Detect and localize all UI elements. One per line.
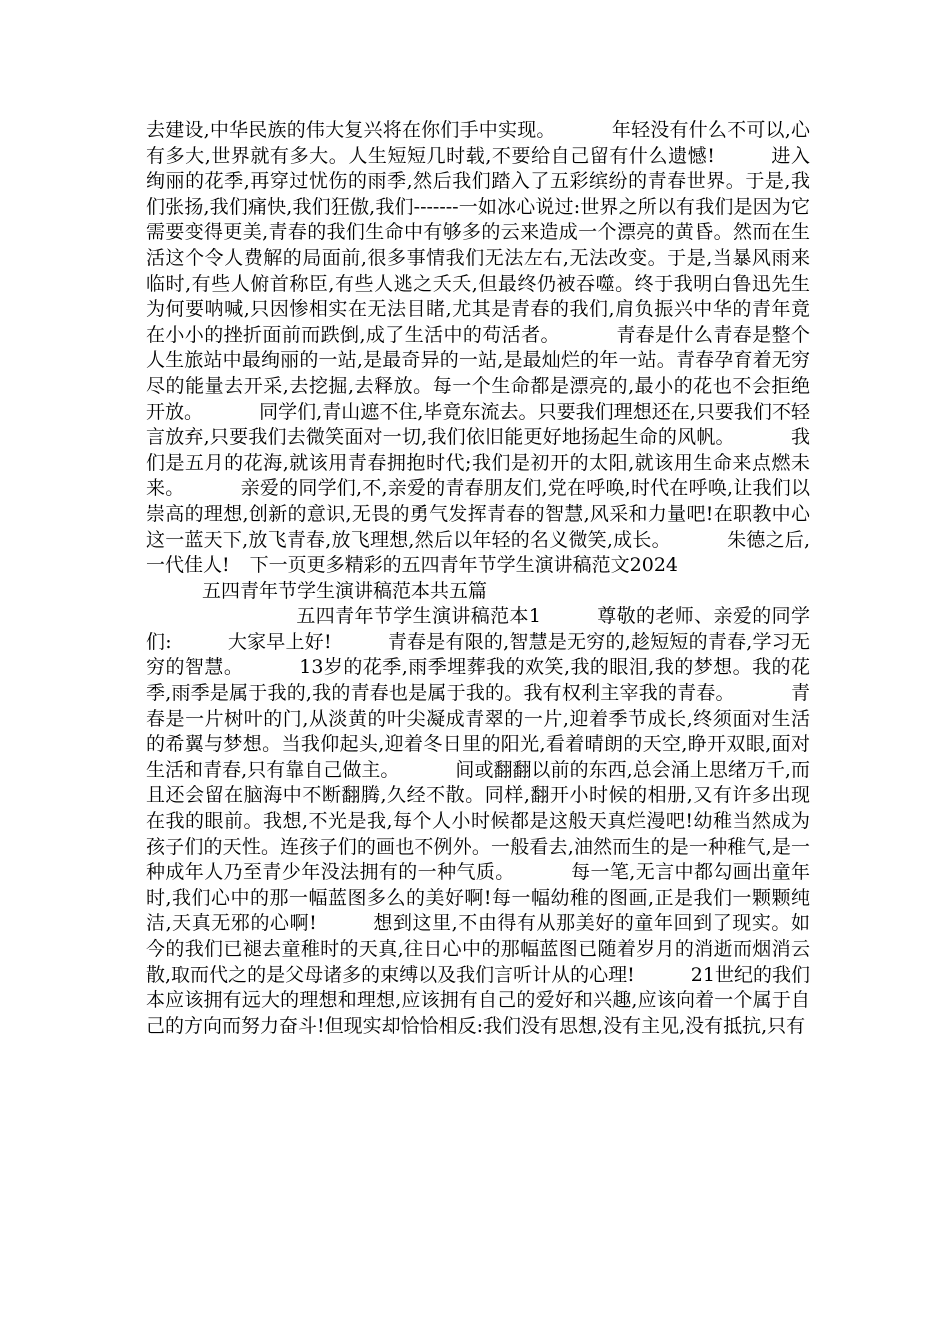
text-segment: 我们是五月的花海,就该用青春拥抱时代;我们是初开的太阳,就该用生命来点燃未来。 [146,426,810,500]
text-segment: 大家早上好! [227,630,332,653]
text-segment: 同学们,青山遮不住,毕竟东流去。只要我们理想还在,只要我们不轻言放弃,只要我们去微笑面对一切,我们依旧能更好地扬起生命的风帆。 [146,400,810,449]
text-segment: 每一笔,无言中都勾画出童年时,我们心中的那一幅蓝图多么的美好啊!每一幅幼稚的图画,正是我们一颗颗纯洁,天真无邪的心啊! [146,861,810,935]
text-segment: 13岁的花季,雨季埋葬我的欢笑,我的眼泪,我的梦想。我的花季,雨季是属于我的,我的青春也是属于我的。我有权利主宰我的青春。 [146,656,810,705]
text-segment: 尊敬的老师、亲爱的同学们: [146,605,810,653]
text-segment: 年轻没有什么不可以,心有多大,世界就有多大。人生短短几时载,不要给自己留有什么遗憾! [146,119,810,167]
text-segment: 五四青年节学生演讲稿范本1 [296,605,541,628]
paragraph-speech-sample-1 [146,604,810,1039]
document-page [146,118,810,1039]
text-segment: 朱德之后,一代佳人! [146,528,810,577]
text-segment: 去建设,中华民族的伟大复兴将在你们手中实现。 [146,119,556,141]
text-segment: 想到这里,不由得有从那美好的童年回到了现实。如今的我们已褪去童稚时的天真,往日心中的那幅蓝图已随着岁月的消逝而烟消云散,取而代之的是父母诸多的束缚以及我们言听计从的心理! [146,912,810,986]
text-segment: 亲爱的同学们,不,亲爱的青春朋友们,党在呼唤,时代在呼唤,让我们以崇高的理想,创新的意识,无畏的勇气发挥青春的智慧,风采和力量吧!在职教中心这一蓝天下,放飞青春,放飞理想,然后以年轻的名义微笑,成长。 [146,477,810,551]
text-segment: 进入绚丽的花季,再穿过忧伤的雨季,然后我们踏入了五彩缤纷的青春世界。于是,我们张扬,我们痛快,我们狂傲,我们-------一如冰心说过:世界之所以有我们是因为它需要变得更美,青春的我们生命中有够多的云来造成一个漂亮的黄昏。然而在生活这个令人费解的局面前,很多事情我们无法左右,无法改变。于是,当暴风雨来临时,有些人俯首称臣,有些人逃之夭夭,但最终仍被吞噬。终于我明白鲁迅先生为何要呐喊,只因惨相实在无法目睹,尤其是青春的我们,肩负振兴中华的青年竟在小小的挫折面前而跌倒,成了生活中的苟活者。 [146,144,810,346]
text-segment: 间或翻翻以前的东西,总会涌上思绪万千,而且还会留在脑海中不断翻腾,久经不散。同样,翻开小时候的相册,又有许多出现在我的眼前。我想,不光是我,每个人小时候都是这般天真烂漫吧!幼稚当然成为孩子们的天性。连孩子们的画也不例外。一般看去,油然而生的是一种稚气,是一种成年人乃至青少年没法拥有的一种气质。 [146,758,810,884]
text-segment: 青春是一片树叶的门,从淡黄的叶尖凝成青翠的一片,迎着季节成长,终须面对生活的希翼与梦想。当我仰起头,迎着冬日里的阳光,看着晴朗的天空,睁开双眼,面对生活和青春,只有靠自己做主。 [146,682,810,781]
text-segment: 21世纪的我们本应该拥有远大的理想和理想,应该拥有自己的爱好和兴趣,应该向着一个属于自己的方向而努力奋斗!但现实却恰恰相反:我们没有思想,没有主见,没有抵抗,只有 [146,963,810,1037]
paragraph-youth-speech-end [146,118,810,579]
text-segment: 青春是有限的,智慧是无穷的,趁短短的青春,学习无穷的智慧。 [146,630,810,679]
section-heading: 五四青年节学生演讲稿范本共五篇 [202,579,488,602]
text-segment: 下一页更多精彩的五四青年节学生演讲稿范文2024 [249,554,678,577]
text-segment: 青春是什么青春是整个人生旅站中最绚丽的一站,是最奇异的一站,是最灿烂的年一站。青春孕育着无穷尽的能量去开采,去挖掘,去释放。每一个生命都是漂亮的,最小的花也不会拒绝开放。 [146,323,810,423]
